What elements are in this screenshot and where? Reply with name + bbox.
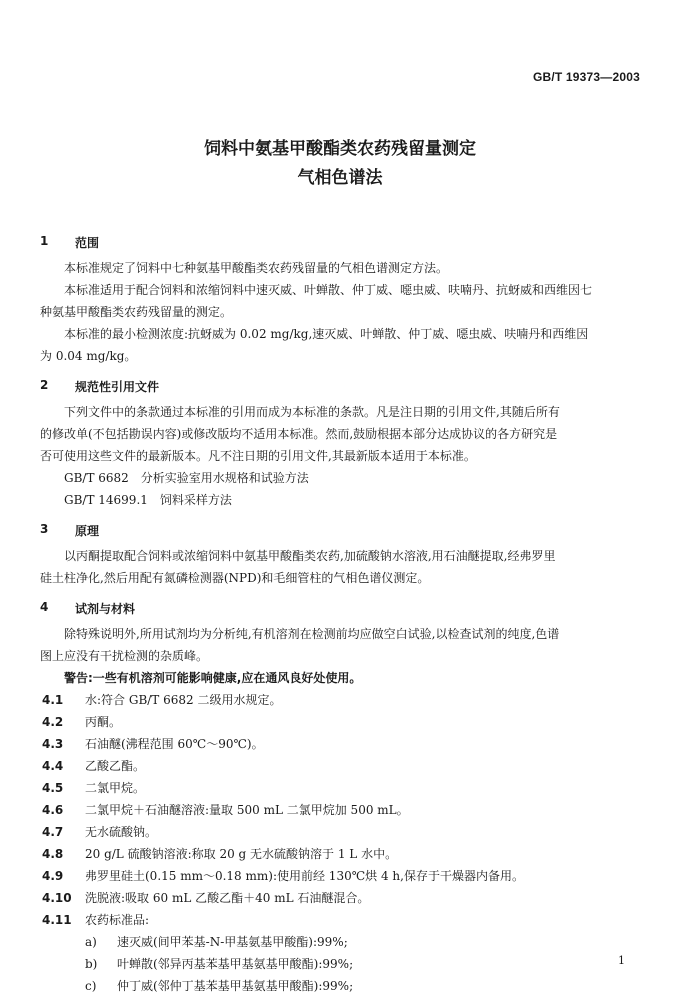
paragraph: 本标准的最小检测浓度:抗蚜威为 0.02 mg/kg,速灭威、叶蝉散、仲丁威、噁虫威、呋喃丹和西维因	[64, 327, 589, 341]
page-number: 1	[618, 954, 625, 967]
section-number: 3	[40, 522, 49, 536]
document-subtitle: 气相色谱法	[297, 168, 383, 188]
section-title: 范围	[75, 236, 100, 250]
paragraph: 否可使用这些文件的最新版本。凡不注日期的引用文件,其最新版本适用于本标准。	[40, 449, 476, 463]
reference-item: GB/T 14699.1 饲料采样方法	[64, 493, 232, 507]
paragraph: 下列文件中的条款通过本标准的引用而成为本标准的条款。凡是注日期的引用文件,其随后所有	[64, 405, 560, 419]
paragraph: 的修改单(不包括勘误内容)或修改版均不适用本标准。然而,鼓励根据本部分达成协议的各方研究是	[40, 427, 558, 441]
warning-note: 警告:一些有机溶剂可能影响健康,应在通风良好处使用。	[64, 671, 362, 685]
standard-number: GB/T 19373—2003	[532, 70, 640, 84]
paragraph: 种氨基甲酸酯类农药残留量的测定。	[40, 305, 233, 319]
reference-item: GB/T 6682 分析实验室用水规格和试验方法	[64, 471, 309, 485]
section-title: 原理	[75, 524, 100, 538]
paragraph: 为 0.04 mg/kg。	[40, 349, 137, 363]
paragraph: 本标准规定了饲料中七种氨基甲酸酯类农药残留量的气相色谱测定方法。	[64, 261, 449, 275]
paragraph: 本标准适用于配合饲料和浓缩饲料中速灭威、叶蝉散、仲丁威、噁虫威、呋喃丹、抗蚜威和西维因七	[64, 283, 593, 297]
paragraph: 以丙酮提取配合饲料或浓缩饲料中氨基甲酸酯类农药,加硫酸钠水溶液,用石油醚提取,经弗罗里	[64, 549, 556, 563]
document-page: GB/T 19373—2003 饲料中氨基甲酸酯类农药残留量测定 气相色谱法 1 范围 本标准规定了饲料中七种氨基甲酸酯类农药残留量的气相色谱测定方法。 本标准适用于配合饲料和浓缩饲料中速灭威、叶蝉散、仲丁威、噁虫威、呋喃丹、抗蚜威和西维因七 种氨基甲酸酯类农药残留量的测定。 本标准的最小检测浓度:抗蚜威为 0.02 mg/kg,速灭威、叶蝉散、仲丁威、噁虫威、呋喃丹和西维因 为 0.04 mg/kg。 2 规范性引用文件 下列文件中的条款通过本标准的引用而成为本标准的条款。凡是注日期的引用文件,其随后所有 的修改单(不包括勘误内容)或修改版均不适用本标准。然而,鼓励根据本部分达成协议的各方研究是 否可使用这些文件的最新版本。凡不注日期的引用文件,其最新版本适用于本标准。 GB/T 6682 分析实验室用水规格和试验方法 GB/T 14699.1 饲料采样方法 3 原理 以丙酮提取配合饲料或浓缩饲料中氨基甲酸酯类农药,加硫酸钠水溶液,用石油醚提取,经弗罗里 硅土柱净化,然后用配有氮磷检测器(NPD)和毛细管柱的气相色谱仪测定。 4 试剂与材料 除特殊说明外,所用试剂均为分析纯,有机溶剂在检测前均应做空白试验,以检查试剂的纯度,色谱 图上应没有干扰检测的杂质峰。 警告:一些有机溶剂可能影响健康,应在通风良好处使用。 4.1 水:符合 GB/T 6682 二级用水规定。 4.2 丙酮。 4.3 石油醚(沸程范围 60℃～90℃)。 4.4 乙酸乙酯。 4.5 二氯甲烷。 4.6 二氯甲烷＋石油醚溶液:量取 500 mL 二氯甲烷加 500 mL。 4.7 无水硫酸钠。 4.8 20 g/L 硫酸钠溶液:称取 20 g 无水硫酸钠溶于 1 L 水中。 4.9 弗罗里硅土(0.15 mm～0.18 mm):使用前经 130℃烘 4 h,保存于干燥器内备用。 4.10 洗脱液:吸取 60 mL 乙酸乙酯＋40 mL 石油醚混合。 4.11 农药标准品: a) 速灭威(间甲苯基-N-甲基氨基甲酸酯):99%; b) 叶蝉散(邻异丙基苯基甲基氨基甲酸酯):99%; c) 仲丁威(邻仲丁基苯基甲基氨基甲酸酯):99%; 1	[0, 0, 680, 997]
document-title: 饲料中氨基甲酸酯类农药残留量测定	[204, 139, 476, 159]
section-number: 4	[40, 600, 49, 614]
section-number: 1	[40, 234, 49, 248]
section-title: 规范性引用文件	[75, 380, 160, 394]
paragraph: 硅土柱净化,然后用配有氮磷检测器(NPD)和毛细管柱的气相色谱仪测定。	[40, 571, 430, 585]
paragraph: 除特殊说明外,所用试剂均为分析纯,有机溶剂在检测前均应做空白试验,以检查试剂的纯度,色谱	[64, 627, 560, 641]
section-title: 试剂与材料	[75, 602, 136, 616]
section-number: 2	[40, 378, 49, 392]
paragraph: 图上应没有干扰检测的杂质峰。	[40, 649, 209, 663]
